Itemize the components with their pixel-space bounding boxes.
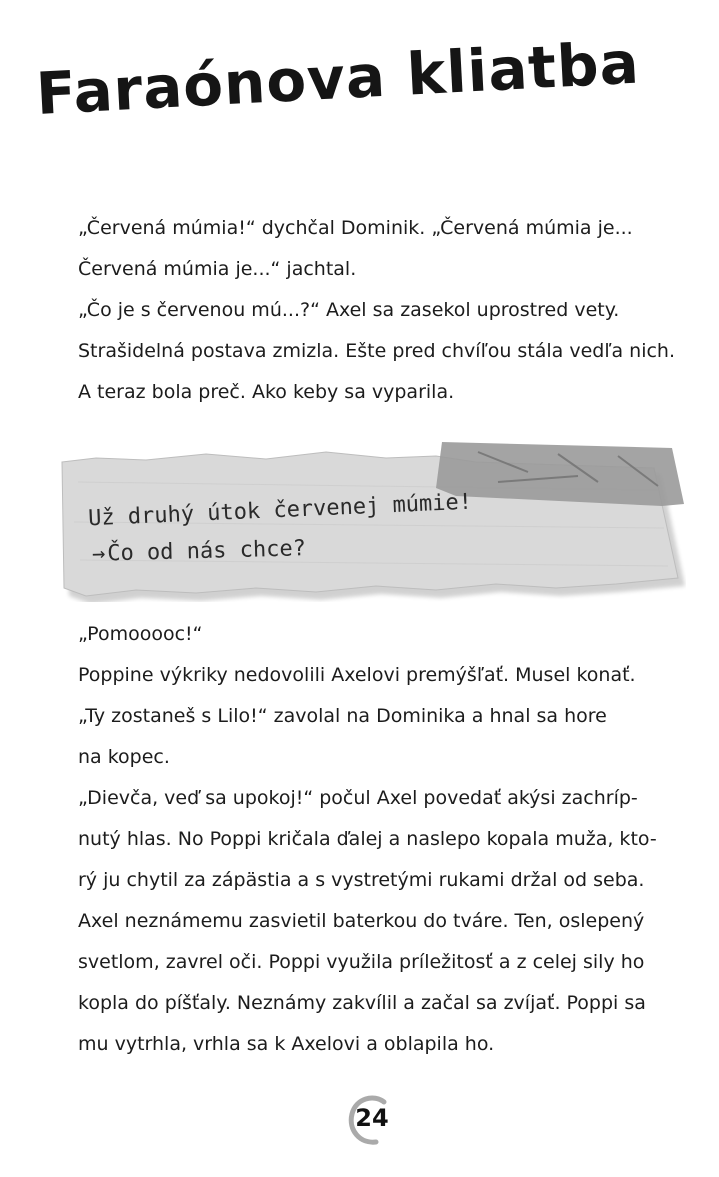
page-number-badge <box>344 1092 400 1148</box>
note-text-line: Už druhý útok červenej múmie! <box>87 489 473 532</box>
tape-icon <box>436 442 684 506</box>
arrow-right-icon: → <box>91 541 106 567</box>
text-line: Axel neznámemu zasvietil baterkou do tváre. Ten, oslepený <box>78 910 645 932</box>
text-line: Červená múmia je...“ jachtal. <box>78 258 357 280</box>
text-line: na kopec. <box>78 746 170 768</box>
text-line: rý ju chytil za zápästia a s vystretými rukami držal od seba. <box>78 869 645 891</box>
text-line: „Dievča, veď sa upokoj!“ počul Axel povedať akýsi zachríp- <box>78 787 638 809</box>
text-line: „Pomooooc!“ <box>78 623 203 645</box>
paragraph-top <box>78 208 678 413</box>
text-line: „Ty zostaneš s Lilo!“ zavolal na Dominika a hnal sa hore <box>78 705 607 727</box>
chapter-title: Faraónova kliatba <box>34 28 642 128</box>
paragraph-bottom <box>78 614 678 1065</box>
text-line: nutý hlas. No Poppi kričala ďalej a naslepo kopala muža, kto- <box>78 828 657 850</box>
text-line: A teraz bola preč. Ako keby sa vyparila. <box>78 381 455 403</box>
text-line: mu vytrhla, vrhla sa k Axelovi a oblapila ho. <box>78 1033 495 1055</box>
torn-paper-note <box>58 442 686 602</box>
text-line: „Červená múmia!“ dychčal Dominik. „Červená múmia je... <box>78 217 633 239</box>
text-line: Strašidelná postava zmizla. Ešte pred chvíľou stála vedľa nich. <box>78 340 676 362</box>
text-line: svetlom, zavrel oči. Poppi využila príležitosť a z celej sily ho <box>78 951 645 973</box>
text-line: Poppine výkriky nedovolili Axelovi premýšľať. Musel konať. <box>78 664 636 686</box>
note-question: Čo od nás chce? <box>106 536 307 567</box>
text-line: „Čo je s červenou mú...?“ Axel sa zasekol uprostred vety. <box>78 299 620 321</box>
page-number: 24 <box>355 1104 389 1132</box>
text-line: kopla do píšťaly. Neznámy zakvílil a začal sa zvíjať. Poppi sa <box>78 992 646 1014</box>
